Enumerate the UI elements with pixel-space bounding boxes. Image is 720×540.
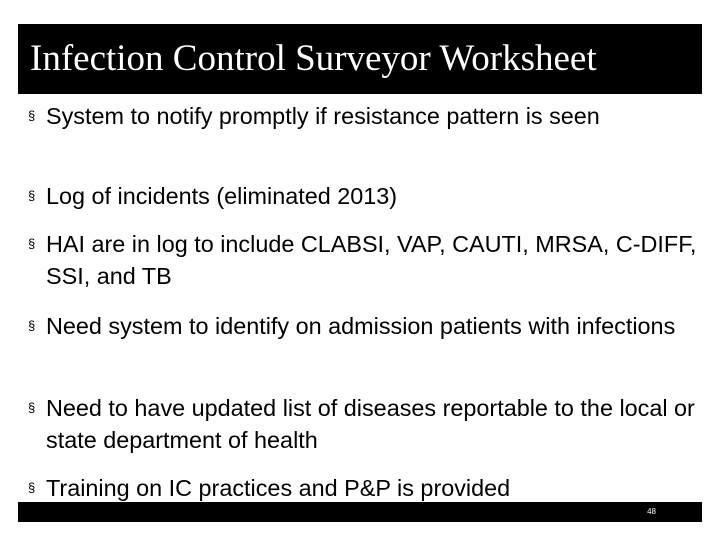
bullet-text: HAI are in log to include CLABSI, VAP, CAUTI, MRSA, C-DIFF, SSI, and TB	[46, 231, 697, 289]
bullet-marker-icon: §	[28, 236, 36, 251]
bullet-item	[28, 472, 718, 504]
bullet-marker-icon: §	[28, 318, 36, 333]
bullet-marker-icon: §	[28, 400, 36, 415]
bullet-item	[28, 228, 718, 292]
bullet-item	[28, 180, 718, 212]
bullet-text: System to notify promptly if resistance pattern is seen	[46, 103, 600, 129]
bullet-item	[28, 100, 718, 132]
bullet-text: Need system to identify on admission patients with infections	[46, 313, 676, 339]
bullet-text: Log of incidents (eliminated 2013)	[46, 183, 398, 209]
slide-title: Infection Control Surveyor Worksheet	[30, 38, 597, 79]
footer-bar	[18, 502, 702, 522]
bullet-marker-icon: §	[28, 480, 36, 495]
bullet-marker-icon: §	[28, 108, 36, 123]
bullet-item	[28, 310, 718, 342]
page-number: 48	[647, 507, 656, 516]
bullet-text: Training on IC practices and P&P is provided	[46, 475, 511, 501]
bullet-text: Need to have updated list of diseases reportable to the local or state department of health	[46, 395, 695, 453]
title-bar	[18, 24, 702, 94]
bullet-marker-icon: §	[28, 188, 36, 203]
bullet-item	[28, 392, 718, 456]
